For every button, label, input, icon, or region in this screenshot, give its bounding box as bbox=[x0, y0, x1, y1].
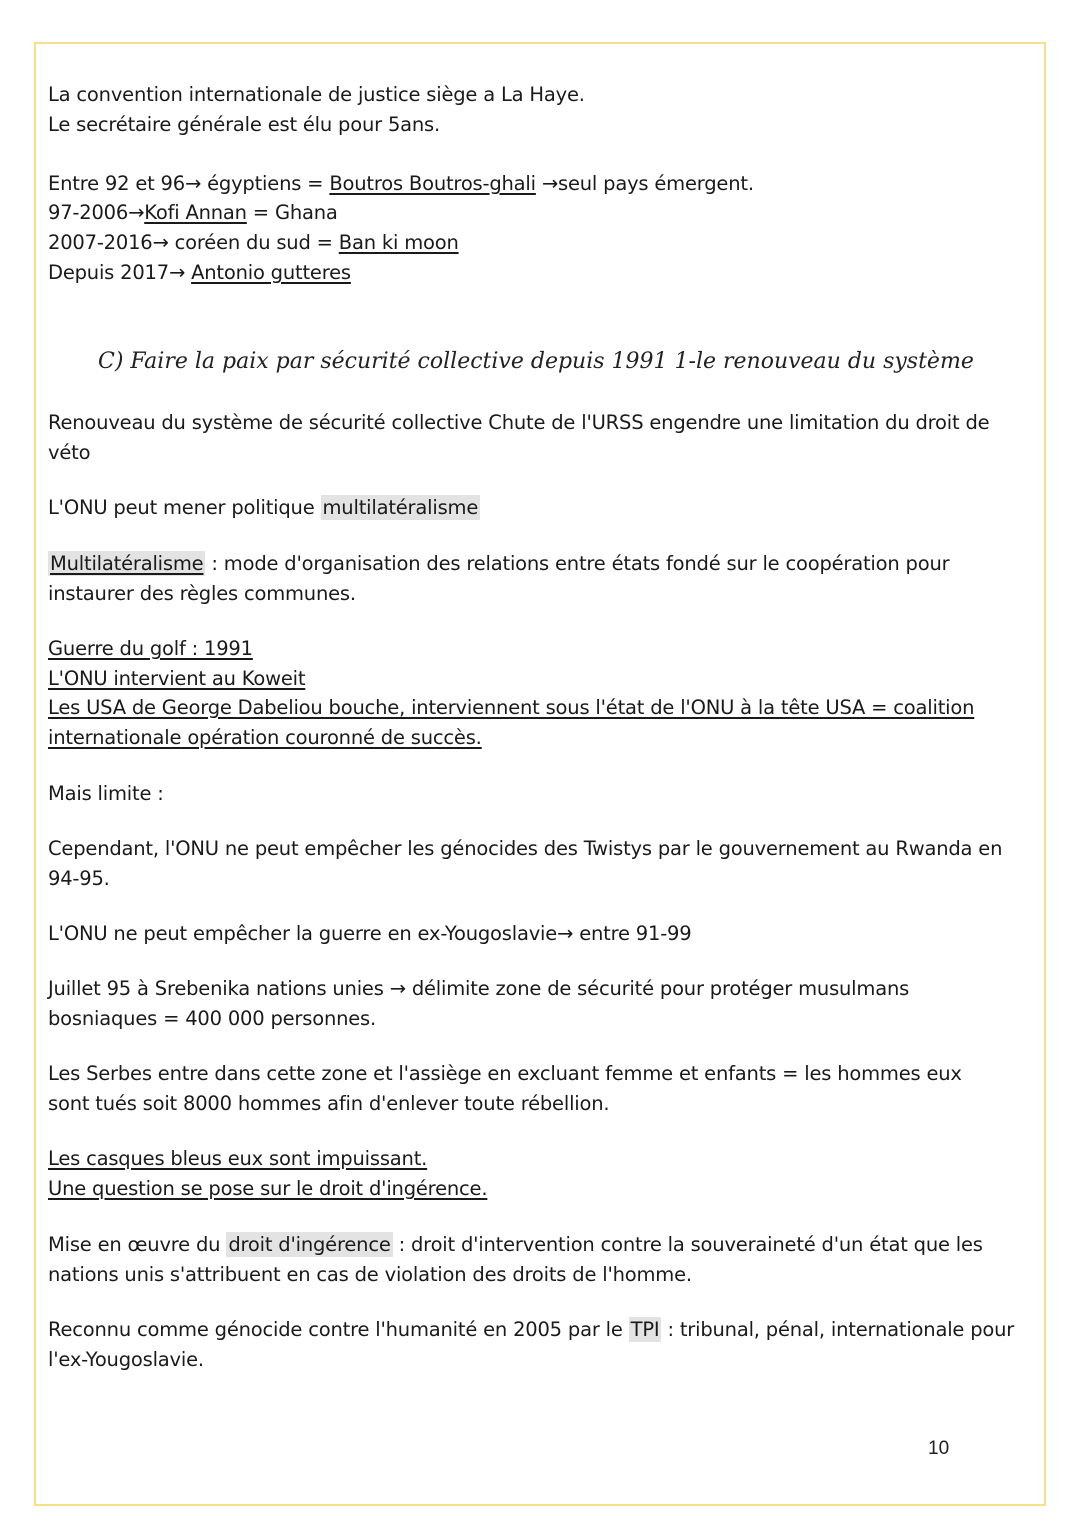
highlighted-term: Multilatéralisme bbox=[50, 552, 204, 575]
text-line bbox=[48, 258, 351, 288]
text-line bbox=[48, 1230, 983, 1260]
text-line bbox=[48, 549, 949, 579]
text-span: : droit d'intervention contre la souveraineté d'un état que les bbox=[392, 1233, 983, 1256]
text-line: 94-95. bbox=[48, 867, 110, 890]
text-line: nations unis s'attribuent en cas de violation des droits de l'homme. bbox=[48, 1263, 692, 1286]
text-line: Les USA de George Dabeliou bouche, interviennent sous l'état de l'ONU à la tête USA = coalition bbox=[48, 696, 975, 719]
highlighted-term: TPI bbox=[630, 1318, 660, 1341]
text-line: Renouveau du système de sécurité collective Chute de l'URSS engendre une limitation du droit de bbox=[48, 411, 990, 434]
text-span: Entre 92 et 96→ égyptiens = bbox=[48, 172, 330, 195]
section-heading: C) Faire la paix par sécurité collective depuis 1991 1-le renouveau du système bbox=[98, 349, 974, 374]
text-line: véto bbox=[48, 441, 91, 464]
text-line: Une question se pose sur le droit d'ingérence. bbox=[48, 1177, 488, 1200]
text-line: sont tués soit 8000 hommes afin d'enlever toute rébellion. bbox=[48, 1092, 610, 1115]
text-span: Mise en œuvre du bbox=[48, 1233, 227, 1256]
text-span: L'ONU peut mener politique bbox=[48, 496, 321, 519]
page-number: 10 bbox=[928, 1438, 950, 1459]
text-span: : mode d'organisation des relations entre états fondé sur le coopération pour bbox=[205, 552, 950, 575]
underlined-name: Kofi Annan bbox=[144, 201, 247, 224]
highlighted-term: droit d'ingérence bbox=[228, 1233, 391, 1256]
text-line: instaurer des règles communes. bbox=[48, 582, 356, 605]
text-span: 97-2006→ bbox=[48, 201, 145, 224]
text-line: l'ex-Yougoslavie. bbox=[48, 1348, 204, 1371]
text-line bbox=[48, 228, 459, 258]
text-line bbox=[48, 169, 754, 199]
text-line: Les casques bleus eux sont impuissant. bbox=[48, 1147, 428, 1170]
text-line: Les Serbes entre dans cette zone et l'assiège en excluant femme et enfants = les hommes eux bbox=[48, 1062, 962, 1085]
underlined-name: Ban ki moon bbox=[338, 231, 459, 254]
text-line: Le secrétaire générale est élu pour 5ans. bbox=[48, 113, 441, 136]
text-line: L'ONU intervient au Koweit bbox=[48, 667, 306, 690]
text-line: L'ONU ne peut empêcher la guerre en ex-Yougoslavie→ entre 91-99 bbox=[48, 922, 692, 945]
highlighted-term: multilatéralisme bbox=[322, 496, 479, 519]
underlined-name: Antonio gutteres bbox=[191, 261, 351, 284]
text-line: internationale opération couronné de succès. bbox=[48, 726, 482, 749]
text-line: La convention internationale de justice siège a La Haye. bbox=[48, 83, 585, 106]
text-line: Cependant, l'ONU ne peut empêcher les génocides des Twistys par le gouvernement au Rwanda en bbox=[48, 837, 1003, 860]
text-span: = Ghana bbox=[246, 201, 338, 224]
text-line: Mais limite : bbox=[48, 782, 164, 805]
text-line bbox=[48, 198, 338, 228]
text-line bbox=[48, 1315, 1014, 1345]
text-line: bosniaques = 400 000 personnes. bbox=[48, 1007, 377, 1030]
text-span: : tribunal, pénal, internationale pour bbox=[661, 1318, 1015, 1341]
text-span: 2007-2016→ coréen du sud = bbox=[48, 231, 339, 254]
text-span: →seul pays émergent. bbox=[535, 172, 754, 195]
text-line: Guerre du golf : 1991 bbox=[48, 637, 253, 660]
text-span: Reconnu comme génocide contre l'humanité en 2005 par le bbox=[48, 1318, 629, 1341]
text-line: Juillet 95 à Srebenika nations unies → délimite zone de sécurité pour protéger musulmans bbox=[48, 977, 910, 1000]
text-line bbox=[48, 493, 480, 523]
underlined-name: Boutros Boutros-ghali bbox=[329, 172, 536, 195]
text-span: Depuis 2017→ bbox=[48, 261, 192, 284]
